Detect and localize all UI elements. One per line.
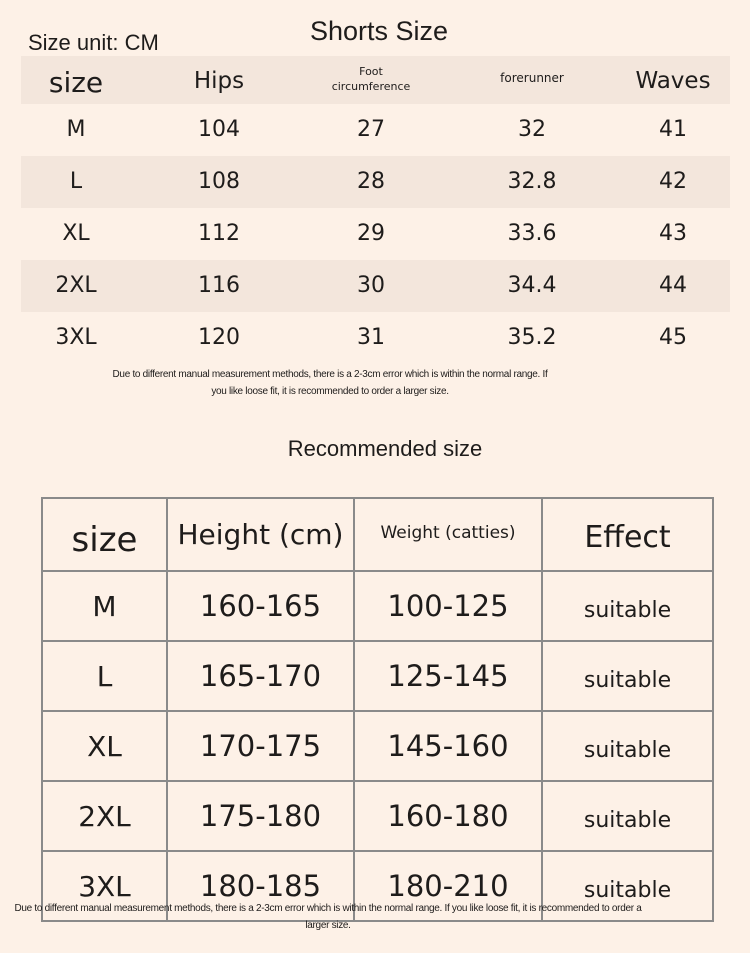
table-row — [21, 260, 730, 312]
cell-weight: 145-160 — [354, 711, 542, 781]
cell-foot: 31 — [357, 325, 385, 350]
cell-size: M — [42, 571, 167, 641]
cell-size: L — [42, 641, 167, 711]
cell-height: 170-175 — [167, 711, 354, 781]
cell-forerunner: 32 — [518, 117, 546, 142]
cell-foot: 27 — [357, 117, 385, 142]
cell-waves: 43 — [659, 221, 687, 246]
cell-forerunner: 33.6 — [507, 221, 557, 246]
cell-waves: 41 — [659, 117, 687, 142]
cell-weight: 100-125 — [354, 571, 542, 641]
cell-hips: 120 — [198, 325, 240, 350]
header-waves: Waves — [635, 68, 711, 94]
cell-height: 165-170 — [167, 641, 354, 711]
header-weight: Weight (catties) — [354, 498, 542, 571]
cell-foot: 29 — [357, 221, 385, 246]
cell-size: 3XL — [42, 851, 167, 921]
header-hips: Hips — [193, 68, 245, 94]
cell-hips: 104 — [198, 117, 240, 142]
shorts-table-header — [21, 56, 730, 104]
cell-waves: 45 — [659, 325, 687, 350]
cell-size: XL — [62, 221, 90, 246]
header-height: Height (cm) — [167, 498, 354, 571]
recommended-table-header — [42, 498, 713, 571]
cell-hips: 116 — [198, 273, 240, 298]
cell-weight: 180-210 — [354, 851, 542, 921]
cell-foot: 28 — [357, 169, 385, 194]
cell-height: 160-165 — [167, 571, 354, 641]
cell-size: 2XL — [42, 781, 167, 851]
cell-height: 175-180 — [167, 781, 354, 851]
header-foot-circumference: Foot circumference — [331, 65, 411, 93]
header-effect: Effect — [542, 498, 713, 571]
table-row — [42, 781, 713, 851]
header-size: size — [42, 498, 167, 571]
cell-effect: suitable — [542, 711, 713, 781]
table-row — [21, 312, 730, 364]
recommended-size-table — [41, 497, 714, 922]
cell-foot: 30 — [357, 273, 385, 298]
cell-forerunner: 35.2 — [507, 325, 557, 350]
table-row — [21, 156, 730, 208]
cell-effect: suitable — [542, 571, 713, 641]
shorts-size-table — [21, 56, 730, 364]
cell-size: L — [69, 169, 83, 194]
cell-size: M — [66, 117, 86, 142]
cell-height: 180-185 — [167, 851, 354, 921]
cell-weight: 125-145 — [354, 641, 542, 711]
cell-hips: 108 — [198, 169, 240, 194]
header-forerunner: forerunner — [500, 71, 564, 85]
header-size: size — [48, 66, 104, 99]
cell-effect: suitable — [542, 851, 713, 921]
cell-forerunner: 34.4 — [507, 273, 557, 298]
cell-hips: 112 — [198, 221, 240, 246]
measurement-note-bottom: Due to different manual measurement methods, there is a 2-3cm error which is within the normal range. If you like loose fit, it is recommended to order a larger size. — [14, 903, 642, 931]
cell-size: 3XL — [55, 325, 97, 350]
cell-waves: 44 — [659, 273, 687, 298]
cell-weight: 160-180 — [354, 781, 542, 851]
table-row — [42, 711, 713, 781]
cell-effect: suitable — [542, 641, 713, 711]
cell-size: 2XL — [55, 273, 97, 298]
shorts-size-title: Shorts Size — [309, 16, 449, 46]
cell-size: XL — [42, 711, 167, 781]
size-unit-label: Size unit: CM — [28, 30, 159, 55]
table-row — [42, 571, 713, 641]
cell-waves: 42 — [659, 169, 687, 194]
cell-effect: suitable — [542, 781, 713, 851]
recommended-size-title: Recommended size — [287, 436, 483, 461]
measurement-note-top: Due to different manual measurement methods, there is a 2-3cm error which is within the normal range. If you like loose fit, it is recommended to order a larger size. — [112, 369, 548, 397]
cell-forerunner: 32.8 — [507, 169, 557, 194]
table-row — [21, 104, 730, 156]
table-row — [42, 641, 713, 711]
table-row — [21, 208, 730, 260]
